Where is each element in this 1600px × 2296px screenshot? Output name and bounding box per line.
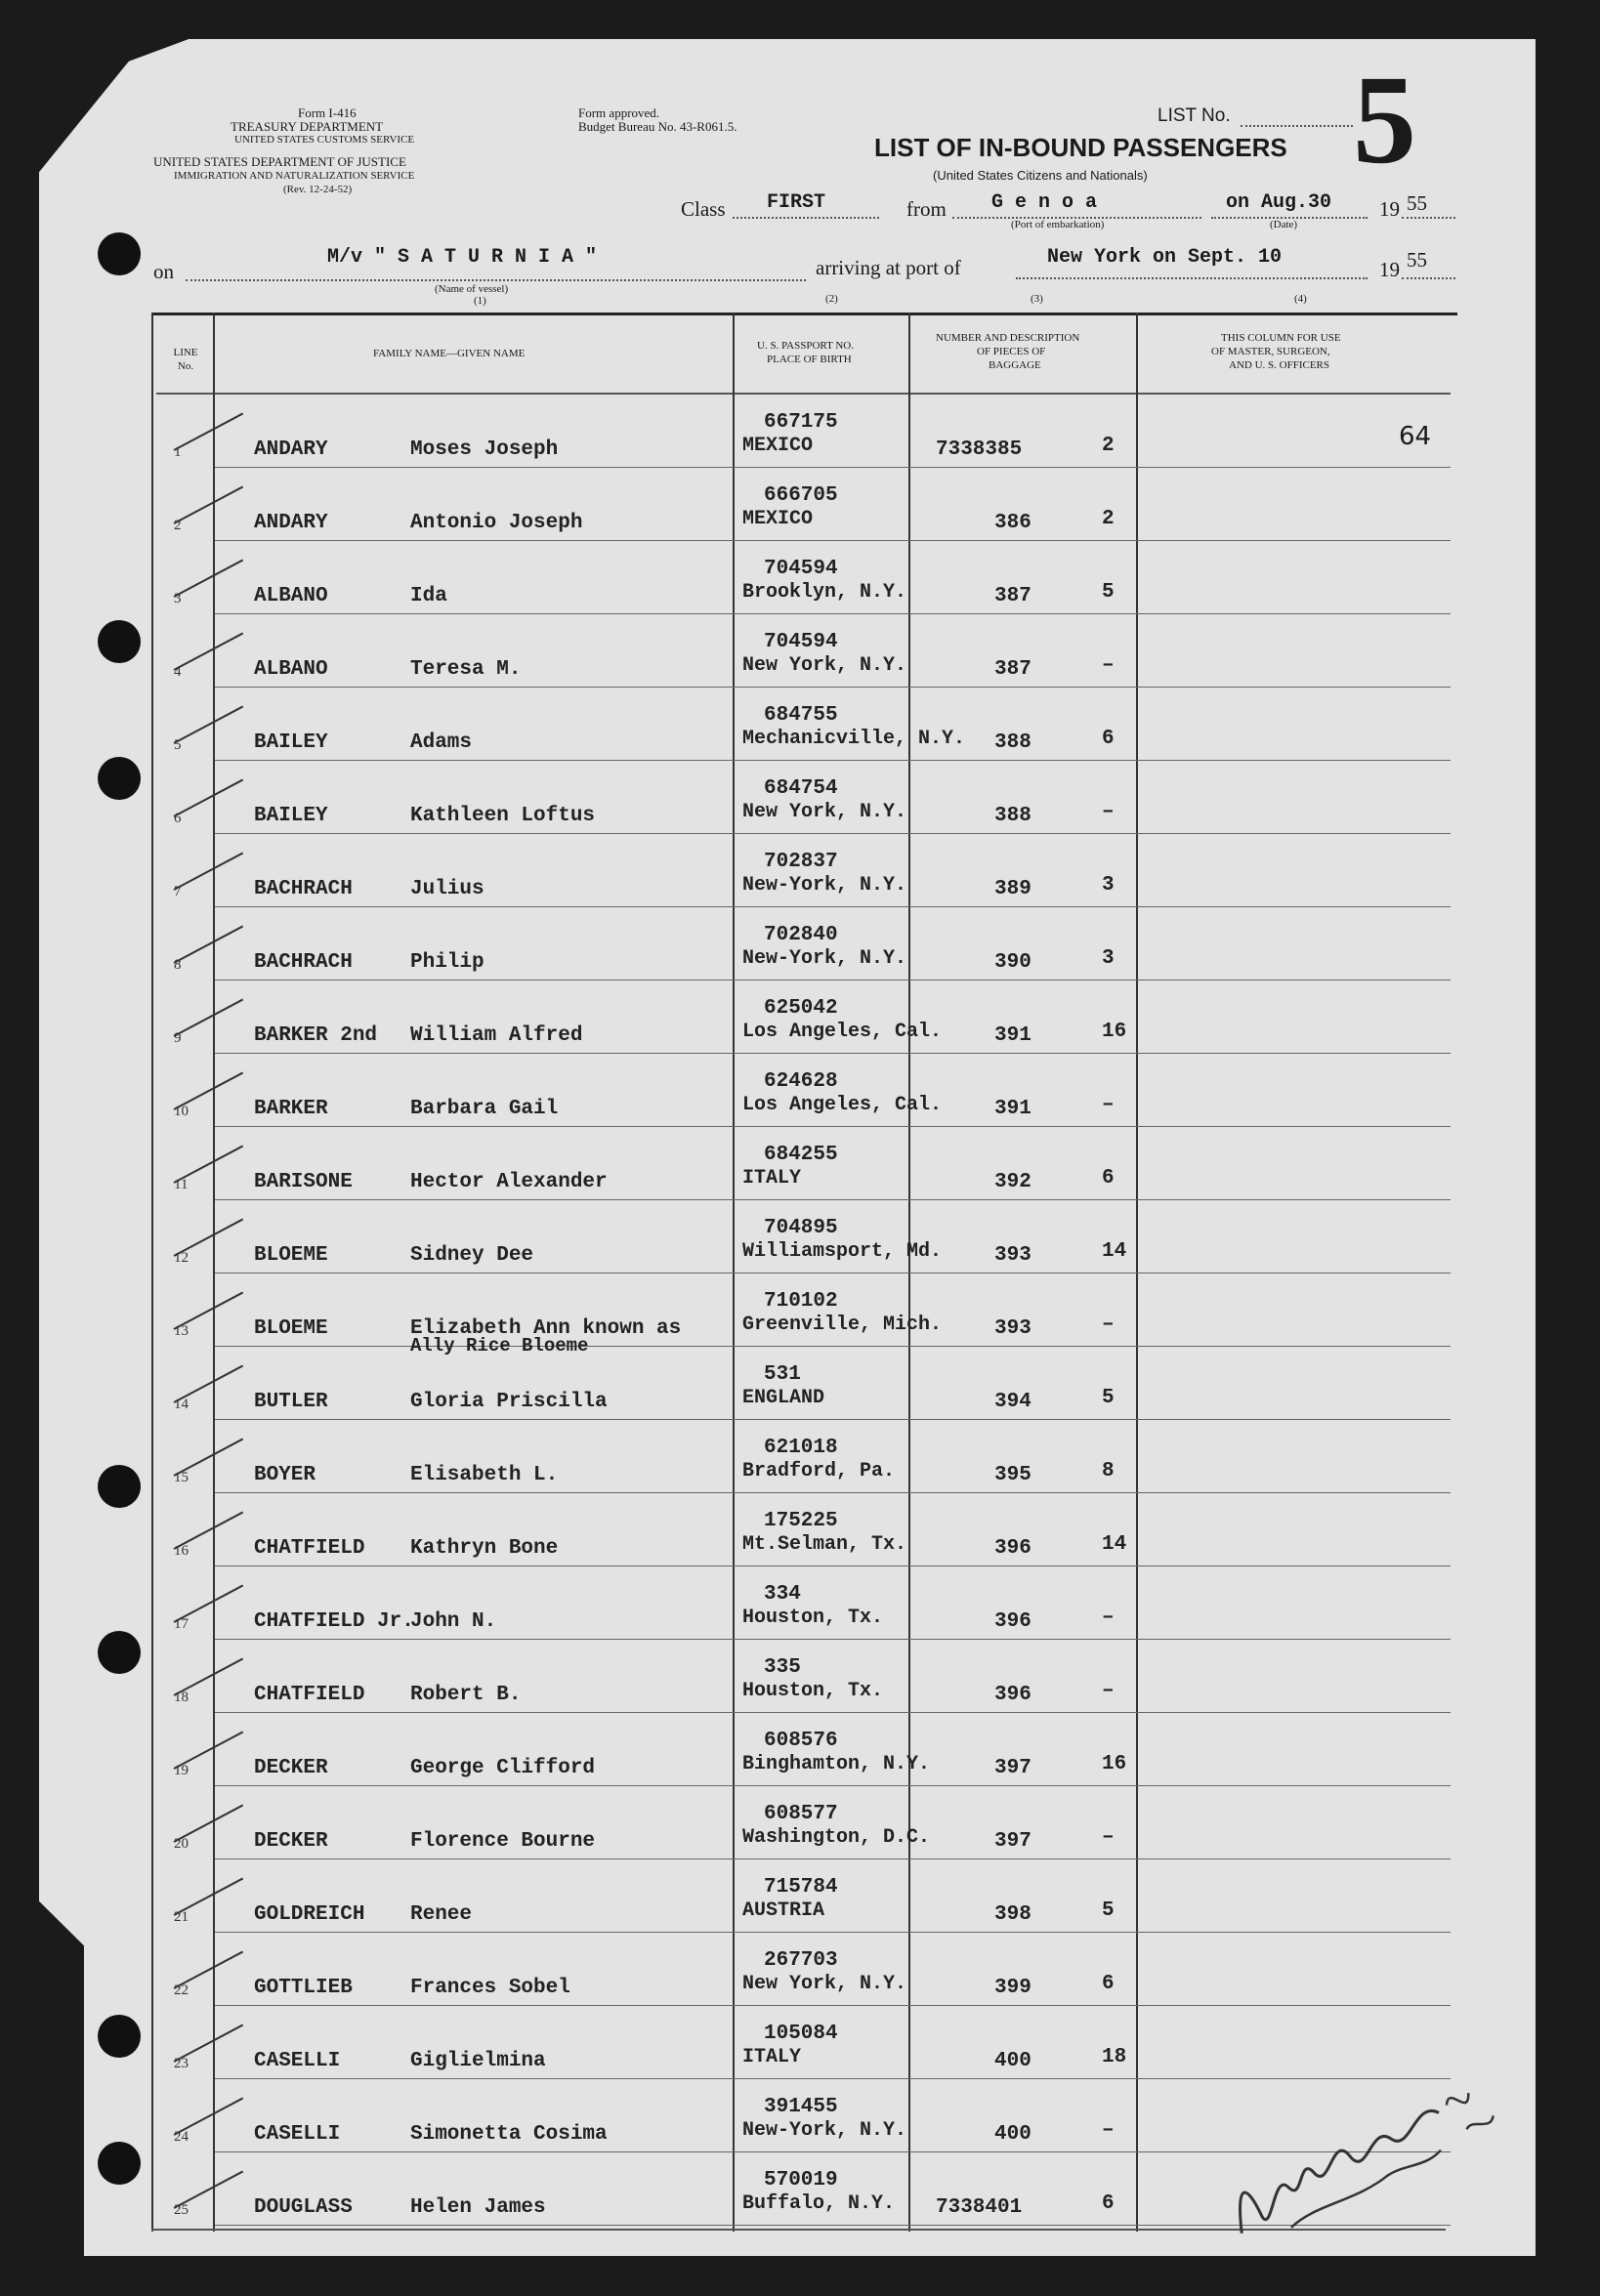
given-name-continued: Ally Rice Bloeme: [410, 1335, 589, 1357]
given-name: Moses Joseph: [410, 438, 559, 461]
given-name: Elisabeth L.: [410, 1464, 559, 1486]
line-number: 15: [174, 1470, 189, 1485]
line-number: 14: [174, 1397, 189, 1412]
port-embarkation-label: (Port of embarkation): [1011, 219, 1105, 230]
baggage-number: 390: [994, 951, 1032, 974]
baggage-header-line2: OF PIECES OF: [977, 346, 1046, 357]
baggage-number: 7338385: [936, 438, 1023, 461]
baggage-number: 392: [994, 1171, 1032, 1193]
baggage-number: 391: [994, 1098, 1032, 1120]
place-of-birth: New York, N.Y.: [742, 654, 907, 677]
passport-number: 624628: [764, 1070, 838, 1093]
line-number: 11: [174, 1177, 189, 1192]
place-of-birth: MEXICO: [742, 435, 814, 457]
baggage-pieces: 14: [1102, 1240, 1127, 1263]
column-number-3: (3): [1031, 293, 1043, 305]
class-value: FIRST: [767, 191, 826, 214]
given-name: George Clifford: [410, 1757, 596, 1779]
place-of-birth: MEXICO: [742, 508, 814, 530]
family-name: DECKER: [254, 1757, 328, 1779]
given-name: Helen James: [410, 2196, 546, 2219]
vessel-underline: [186, 279, 806, 281]
row-divider: [215, 2078, 1451, 2079]
baggage-number: 395: [994, 1464, 1032, 1486]
passport-number: 667175: [764, 411, 838, 434]
immigration-service: IMMIGRATION AND NATURALIZATION SERVICE: [174, 170, 415, 182]
baggage-number: 388: [994, 731, 1032, 754]
baggage-pieces: 16: [1102, 1021, 1127, 1043]
family-name: GOTTLIEB: [254, 1977, 353, 1999]
given-name: Simonetta Cosima: [410, 2123, 608, 2146]
passport-number: 391455: [764, 2096, 838, 2118]
arrival-year-prefix: 19: [1379, 258, 1400, 281]
row-divider: [215, 1639, 1451, 1640]
year-underline: [1402, 217, 1455, 219]
line-number: 4: [174, 664, 182, 680]
baggage-pieces: 3: [1102, 947, 1115, 970]
passport-number: 684255: [764, 1144, 838, 1166]
class-underline: [733, 217, 879, 219]
line-number: 13: [174, 1323, 189, 1339]
class-label: Class: [681, 197, 726, 221]
baggage-number: 393: [994, 1244, 1032, 1267]
place-of-birth: Mechanicville, N.Y.: [742, 728, 966, 750]
given-name: Sidney Dee: [410, 1244, 534, 1267]
officers-header-line3: AND U. S. OFFICERS: [1229, 359, 1329, 371]
name-column-header: FAMILY NAME—GIVEN NAME: [373, 348, 526, 359]
passport-header-line2: PLACE OF BIRTH: [767, 354, 852, 365]
baggage-number: 399: [994, 1977, 1032, 1999]
punch-hole: [98, 1631, 141, 1674]
family-name: ANDARY: [254, 512, 328, 534]
family-name: ALBANO: [254, 585, 328, 607]
passport-number: 704895: [764, 1217, 838, 1239]
row-divider: [215, 980, 1451, 981]
line-number: 25: [174, 2202, 189, 2218]
passport-number: 334: [764, 1583, 801, 1606]
baggage-pieces: –: [1102, 1826, 1115, 1849]
passport-number: 570019: [764, 2169, 838, 2192]
line-number: 23: [174, 2056, 189, 2071]
passport-number: 704594: [764, 558, 838, 580]
from-value: G e n o a: [991, 191, 1098, 214]
baggage-pieces: 8: [1102, 1460, 1115, 1482]
row-divider: [215, 1346, 1451, 1347]
document-title: LIST OF IN-BOUND PASSENGERS: [874, 133, 1287, 162]
row-divider: [215, 1712, 1451, 1713]
passport-number: 684755: [764, 704, 838, 727]
baggage-number: 7338401: [936, 2196, 1023, 2219]
given-name: Teresa M.: [410, 658, 522, 681]
family-name: BARISONE: [254, 1171, 353, 1193]
passport-number: 608576: [764, 1730, 838, 1752]
given-name: Philip: [410, 951, 484, 974]
given-name: Julius: [410, 878, 484, 900]
on-label: on: [153, 260, 174, 283]
baggage-number: 400: [994, 2123, 1032, 2146]
year-prefix: 19: [1379, 197, 1400, 221]
list-number: 5: [1353, 50, 1416, 190]
place-of-birth: Bradford, Pa.: [742, 1460, 896, 1482]
row-divider: [215, 1932, 1451, 1933]
place-of-birth: Williamsport, Md.: [742, 1240, 943, 1263]
baggage-number: 397: [994, 1830, 1032, 1853]
form-revision: (Rev. 12-24-52): [283, 184, 353, 195]
baggage-number: 387: [994, 658, 1032, 681]
place-of-birth: New-York, N.Y.: [742, 947, 907, 970]
given-name: Kathryn Bone: [410, 1537, 559, 1560]
place-of-birth: Buffalo, N.Y.: [742, 2192, 896, 2215]
row-divider: [215, 1419, 1451, 1420]
passport-number: 704594: [764, 631, 838, 653]
baggage-pieces: –: [1102, 1607, 1115, 1629]
departure-date: on Aug.30: [1226, 191, 1332, 214]
given-name: Robert B.: [410, 1684, 522, 1706]
row-divider: [215, 1785, 1451, 1786]
line-number: 6: [174, 811, 182, 826]
place-of-birth: AUSTRIA: [742, 1899, 825, 1922]
baggage-pieces: 6: [1102, 1167, 1115, 1190]
family-name: BACHRACH: [254, 951, 353, 974]
list-number-underline: [1241, 125, 1353, 127]
line-number: 9: [174, 1030, 182, 1046]
baggage-header-line3: BAGGAGE: [989, 359, 1041, 371]
baggage-pieces: –: [1102, 1680, 1115, 1702]
passport-number: 621018: [764, 1437, 838, 1459]
family-name: CASELLI: [254, 2123, 341, 2146]
baggage-number: 400: [994, 2050, 1032, 2072]
baggage-pieces: 3: [1102, 874, 1115, 897]
baggage-pieces: 6: [1102, 2192, 1115, 2215]
line-number: 24: [174, 2129, 189, 2145]
passport-number: 267703: [764, 1949, 838, 1972]
family-name: BLOEME: [254, 1317, 328, 1340]
given-name: Florence Bourne: [410, 1830, 596, 1853]
family-name: BACHRACH: [254, 878, 353, 900]
baggage-pieces: 6: [1102, 728, 1115, 750]
row-divider: [215, 1126, 1451, 1127]
family-name: BARKER 2nd: [254, 1024, 378, 1047]
passport-number: 666705: [764, 484, 838, 507]
place-of-birth: New-York, N.Y.: [742, 874, 907, 897]
row-divider: [215, 1565, 1451, 1566]
place-of-birth: New York, N.Y.: [742, 1973, 907, 1995]
row-divider: [215, 760, 1451, 761]
passport-number: 702840: [764, 924, 838, 946]
baggage-pieces: 5: [1102, 1899, 1115, 1922]
passport-number: 335: [764, 1656, 801, 1679]
place-of-birth: ITALY: [742, 2046, 802, 2068]
baggage-pieces: –: [1102, 2119, 1115, 2142]
baggage-number: 396: [994, 1537, 1032, 1560]
given-name: Frances Sobel: [410, 1977, 570, 1999]
baggage-number: 391: [994, 1024, 1032, 1047]
column-number-2: (2): [825, 293, 838, 305]
line-number: 8: [174, 957, 182, 973]
given-name: Barbara Gail: [410, 1098, 559, 1120]
given-name: Elizabeth Ann known as: [410, 1317, 682, 1340]
family-name: CASELLI: [254, 2050, 341, 2072]
baggage-pieces: –: [1102, 1314, 1115, 1336]
given-name: Kathleen Loftus: [410, 805, 596, 827]
line-number: 7: [174, 884, 182, 899]
family-name: CHATFIELD Jr.: [254, 1610, 414, 1633]
vessel-name: M/v " S A T U R N I A ": [327, 246, 598, 269]
baggage-pieces: 5: [1102, 1387, 1115, 1409]
row-divider: [215, 833, 1451, 834]
punch-hole: [98, 757, 141, 800]
form-number: Form I-416: [298, 105, 357, 120]
baggage-number: 393: [994, 1317, 1032, 1340]
family-name: BAILEY: [254, 731, 328, 754]
family-name: ANDARY: [254, 438, 328, 461]
officers-header-line1: THIS COLUMN FOR USE: [1221, 332, 1341, 344]
baggage-number: 396: [994, 1610, 1032, 1633]
family-name: BOYER: [254, 1464, 316, 1486]
passport-number: 105084: [764, 2023, 838, 2045]
row-divider: [215, 613, 1451, 614]
row-divider: [215, 540, 1451, 541]
line-number-header: LINE No.: [173, 347, 198, 372]
place-of-birth: Houston, Tx.: [742, 1680, 884, 1702]
punch-hole: [98, 2015, 141, 2058]
baggage-pieces: 14: [1102, 1533, 1127, 1556]
family-name: BLOEME: [254, 1244, 328, 1267]
place-of-birth: Los Angeles, Cal.: [742, 1094, 943, 1116]
baggage-pieces: 2: [1102, 508, 1115, 530]
passport-number: 710102: [764, 1290, 838, 1313]
family-name: CHATFIELD: [254, 1537, 365, 1560]
family-name: BAILEY: [254, 805, 328, 827]
from-label: from: [906, 197, 947, 221]
given-name: Giglielmina: [410, 2050, 546, 2072]
officers-header-line2: OF MASTER, SURGEON,: [1211, 346, 1330, 357]
punch-hole: [98, 2142, 141, 2185]
given-name: Antonio Joseph: [410, 512, 583, 534]
family-name: CHATFIELD: [254, 1684, 365, 1706]
arrival-port-date: New York on Sept. 10: [1047, 246, 1283, 269]
place-of-birth: New-York, N.Y.: [742, 2119, 907, 2142]
officer-annotation: 64: [1399, 422, 1432, 451]
row-divider: [215, 1492, 1451, 1493]
treasury-department: TREASURY DEPARTMENT: [231, 119, 384, 134]
given-name: Hector Alexander: [410, 1171, 608, 1193]
line-number: 19: [174, 1763, 189, 1778]
place-of-birth: Houston, Tx.: [742, 1607, 884, 1629]
family-name: BARKER: [254, 1098, 328, 1120]
line-number: 12: [174, 1250, 189, 1266]
column-number-4: (4): [1294, 293, 1307, 305]
baggage-pieces: –: [1102, 654, 1115, 677]
passport-number: 702837: [764, 851, 838, 873]
passport-number: 715784: [764, 1876, 838, 1899]
line-number: 5: [174, 737, 182, 753]
row-divider: [215, 1053, 1451, 1054]
form-approved: Form approved.: [578, 105, 660, 120]
baggage-pieces: 18: [1102, 2046, 1127, 2068]
arrival-year-underline: [1402, 277, 1455, 279]
arrival-year-suffix: 55: [1407, 248, 1427, 271]
arrival-underline: [1016, 277, 1368, 279]
line-number: 10: [174, 1104, 189, 1119]
baggage-number: 394: [994, 1391, 1032, 1413]
date-label: (Date): [1270, 219, 1298, 230]
baggage-number: 398: [994, 1903, 1032, 1926]
family-name: ALBANO: [254, 658, 328, 681]
line-number: 21: [174, 1909, 189, 1925]
line-number: 18: [174, 1690, 189, 1705]
given-name: Renee: [410, 1903, 473, 1926]
line-number: 17: [174, 1616, 189, 1632]
passport-number: 684754: [764, 777, 838, 800]
line-number: 20: [174, 1836, 189, 1852]
given-name: John N.: [410, 1610, 497, 1633]
family-name: DECKER: [254, 1830, 328, 1853]
baggage-number: 396: [994, 1684, 1032, 1706]
baggage-pieces: 6: [1102, 1973, 1115, 1995]
family-name: BUTLER: [254, 1391, 328, 1413]
place-of-birth: Brooklyn, N.Y.: [742, 581, 907, 604]
baggage-number: 388: [994, 805, 1032, 827]
line-number: 1: [174, 444, 182, 460]
budget-bureau: Budget Bureau No. 43-R061.5.: [578, 119, 737, 134]
row-divider: [215, 1199, 1451, 1200]
customs-service: UNITED STATES CUSTOMS SERVICE: [234, 134, 415, 146]
punch-hole: [98, 1465, 141, 1508]
place-of-birth: Washington, D.C.: [742, 1826, 931, 1849]
header-bottom-rule: [156, 393, 1451, 395]
place-of-birth: Binghamton, N.Y.: [742, 1753, 931, 1775]
given-name: Adams: [410, 731, 473, 754]
line-number: 2: [174, 518, 182, 533]
place-of-birth: New York, N.Y.: [742, 801, 907, 823]
baggage-pieces: –: [1102, 801, 1115, 823]
column-number-1: (1): [474, 295, 486, 307]
baggage-pieces: 2: [1102, 435, 1115, 457]
table-left-border: [151, 313, 153, 2232]
line-number: 3: [174, 591, 182, 606]
vessel-name-label: (Name of vessel): [435, 283, 509, 295]
baggage-pieces: –: [1102, 1094, 1115, 1116]
place-of-birth: ENGLAND: [742, 1387, 825, 1409]
family-name: DOUGLASS: [254, 2196, 353, 2219]
row-divider: [215, 467, 1451, 468]
place-of-birth: Greenville, Mich.: [742, 1314, 943, 1336]
place-of-birth: ITALY: [742, 1167, 802, 1190]
baggage-number: 389: [994, 878, 1032, 900]
place-of-birth: Mt.Selman, Tx.: [742, 1533, 907, 1556]
baggage-number: 386: [994, 512, 1032, 534]
table-top-border: [153, 313, 1457, 315]
year-suffix: 55: [1407, 191, 1427, 215]
row-divider: [215, 1858, 1451, 1859]
punch-hole: [98, 232, 141, 275]
baggage-header-line1: NUMBER AND DESCRIPTION: [936, 332, 1080, 344]
passport-number: 175225: [764, 1510, 838, 1532]
department-of-justice: UNITED STATES DEPARTMENT OF JUSTICE: [153, 154, 406, 169]
family-name: GOLDREICH: [254, 1903, 365, 1926]
baggage-number: 387: [994, 585, 1032, 607]
passport-header-line1: U. S. PASSPORT NO.: [757, 340, 854, 352]
given-name: Ida: [410, 585, 447, 607]
baggage-number: 397: [994, 1757, 1032, 1779]
baggage-pieces: 16: [1102, 1753, 1127, 1775]
passport-number: 625042: [764, 997, 838, 1020]
arriving-label: arriving at port of: [816, 256, 961, 279]
passport-number: 608577: [764, 1803, 838, 1825]
line-number: 22: [174, 1983, 189, 1998]
given-name: Gloria Priscilla: [410, 1391, 608, 1413]
row-divider: [215, 2005, 1451, 2006]
given-name: William Alfred: [410, 1024, 583, 1047]
document-subtitle: (United States Citizens and Nationals): [933, 168, 1148, 183]
row-divider: [215, 906, 1451, 907]
row-divider: [215, 687, 1451, 688]
punch-hole: [98, 620, 141, 663]
list-number-label: LIST No.: [1158, 105, 1231, 126]
passport-number: 531: [764, 1363, 801, 1386]
baggage-pieces: 5: [1102, 581, 1115, 604]
line-number: 16: [174, 1543, 189, 1559]
place-of-birth: Los Angeles, Cal.: [742, 1021, 943, 1043]
